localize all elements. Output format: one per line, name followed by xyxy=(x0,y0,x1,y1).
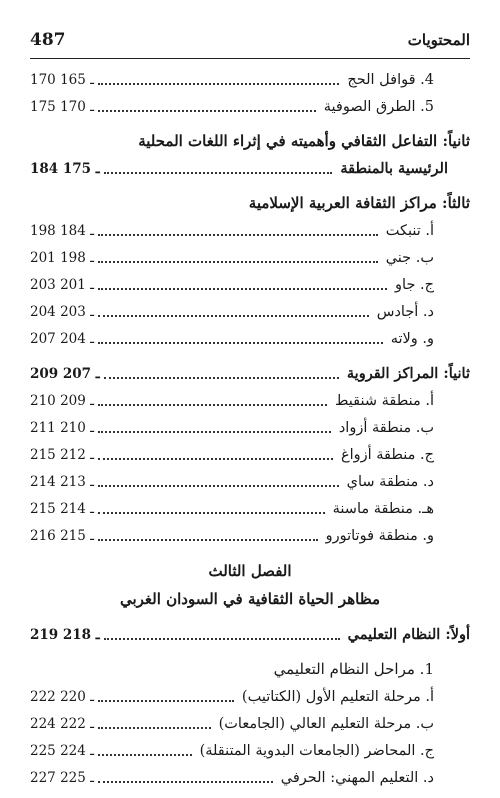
toc-entry-title: ج. جاو xyxy=(395,276,434,293)
toc-entry[interactable] xyxy=(30,271,470,298)
toc-entry-title: د. التعليم المهني: الحرفي xyxy=(280,769,434,786)
header-divider xyxy=(30,58,470,59)
toc-entry[interactable] xyxy=(30,522,470,549)
spacer xyxy=(30,549,470,557)
toc-entry-title: أ. مرحلة التعليم الأول (الكتاتيب) xyxy=(241,688,434,705)
toc-entry-pages: 211 ـ 210 xyxy=(30,419,95,436)
toc-entry-pages: 204 ـ 203 xyxy=(30,303,95,320)
toc-entry-title: أ. تنبكت xyxy=(385,222,434,239)
toc-entry[interactable] xyxy=(30,495,470,522)
toc-entry-pages: 201 ـ 198 xyxy=(30,249,95,266)
toc-entry-pages: 224 ـ 222 xyxy=(30,715,95,732)
dot-leader xyxy=(98,404,327,406)
toc-entry-pages: 184 ـ 175 xyxy=(30,160,100,177)
section-heading: ثانياً: التفاعل الثقافي وأهميته في إثراء اللغات المحلية xyxy=(138,132,470,150)
toc-entry-pages: 214 ـ 213 xyxy=(30,473,95,490)
dot-leader xyxy=(98,315,369,317)
toc-entry-title: و. منطقة فوتاتورو xyxy=(325,527,434,544)
toc-entry[interactable] xyxy=(30,387,470,414)
toc-entry-title: أ. منطقة شنقيط xyxy=(334,392,434,409)
toc-entry[interactable] xyxy=(30,710,470,737)
dot-leader xyxy=(104,638,340,640)
spacer xyxy=(30,613,470,621)
dot-leader xyxy=(98,83,339,85)
toc-entry-pages: 215 ـ 212 xyxy=(30,446,95,463)
dot-leader xyxy=(98,781,273,783)
toc-entry[interactable] xyxy=(30,414,470,441)
toc-entry-title: ثانياً: المراكز القروية xyxy=(346,365,470,382)
dot-leader xyxy=(98,539,318,541)
dot-leader xyxy=(98,234,378,236)
spacer xyxy=(30,648,470,656)
toc-entry-title: 5. الطرق الصوفية xyxy=(323,98,434,115)
dot-leader xyxy=(98,431,331,433)
dot-leader xyxy=(104,377,339,379)
toc-entry-pages: 227 ـ 225 xyxy=(30,769,95,786)
toc-entry-pages: 215 ـ 214 xyxy=(30,500,95,517)
toc-entry-pages: 210 ـ 209 xyxy=(30,392,95,409)
running-title: المحتويات xyxy=(407,31,470,49)
toc-entry-title: ج. المحاضر (الجامعات البدوية المتنقلة) xyxy=(199,742,434,759)
toc-entry[interactable] xyxy=(30,325,470,352)
table-of-contents xyxy=(30,66,470,791)
toc-entry[interactable] xyxy=(30,93,470,120)
dot-leader xyxy=(98,110,316,112)
chapter-heading: الفصل الثالث xyxy=(208,562,292,580)
toc-entry[interactable] xyxy=(30,244,470,271)
toc-entry-title: ب. مرحلة التعليم العالي (الجامعات) xyxy=(218,715,434,732)
toc-entry-title: الرئيسية بالمنطقة xyxy=(340,160,448,177)
toc-entry[interactable] xyxy=(30,155,470,182)
dot-leader xyxy=(98,342,383,344)
page-number: 487 xyxy=(30,30,66,50)
dot-leader xyxy=(98,727,211,729)
dot-leader xyxy=(104,172,333,174)
page-header xyxy=(30,30,470,56)
spacer xyxy=(30,120,470,128)
dot-leader xyxy=(98,512,325,514)
toc-entry-pages: 222 ـ 220 xyxy=(30,688,95,705)
dot-leader xyxy=(98,261,378,263)
toc-entry-pages: 207 ـ 204 xyxy=(30,330,95,347)
toc-entry-title: د. أجادس xyxy=(376,303,434,320)
toc-entry-title: و. ولاته xyxy=(390,330,434,347)
toc-entry-pages: 170 ـ 165 xyxy=(30,71,95,88)
toc-entry-pages: 175 ـ 170 xyxy=(30,98,95,115)
toc-entry-pages: 198 ـ 184 xyxy=(30,222,95,239)
toc-entry-pages: 216 ـ 215 xyxy=(30,527,95,544)
toc-entry[interactable] xyxy=(30,66,470,93)
spacer xyxy=(30,182,470,190)
toc-entry-pages: 209 ـ 207 xyxy=(30,365,100,382)
toc-entry[interactable] xyxy=(30,764,470,791)
toc-entry[interactable] xyxy=(30,360,470,387)
dot-leader xyxy=(98,458,333,460)
toc-entry[interactable] xyxy=(30,298,470,325)
section-heading: 1. مراحل النظام التعليمي xyxy=(273,660,434,678)
toc-entry-title: هـ. منطقة ماسنة xyxy=(332,500,434,517)
toc-entry-pages: 219 ـ 218 xyxy=(30,626,100,643)
dot-leader xyxy=(98,754,191,756)
toc-entry-title: أولاً: النظام التعليمي xyxy=(347,626,470,643)
toc-entry[interactable] xyxy=(30,441,470,468)
spacer xyxy=(30,352,470,360)
toc-entry-title: 4. قوافل الحج xyxy=(347,71,434,88)
toc-entry[interactable] xyxy=(30,737,470,764)
toc-entry-title: ب. جني xyxy=(385,249,434,266)
toc-entry-title: د. منطقة ساي xyxy=(346,473,434,490)
toc-entry-title: ب. منطقة أزواد xyxy=(338,419,434,436)
toc-entry[interactable] xyxy=(30,683,470,710)
toc-entry-pages: 203 ـ 201 xyxy=(30,276,95,293)
toc-entry[interactable] xyxy=(30,468,470,495)
section-heading: ثالثاً: مراكز الثقافة العربية الإسلامية xyxy=(248,194,470,212)
dot-leader xyxy=(98,288,387,290)
dot-leader xyxy=(98,485,339,487)
chapter-heading: مظاهر الحياة الثقافية في السودان الغربي xyxy=(119,590,381,608)
dot-leader xyxy=(98,700,234,702)
toc-entry[interactable] xyxy=(30,621,470,648)
toc-entry-title: ج. منطقة أزواغ xyxy=(340,446,434,463)
toc-entry[interactable] xyxy=(30,217,470,244)
toc-entry-pages: 225 ـ 224 xyxy=(30,742,95,759)
